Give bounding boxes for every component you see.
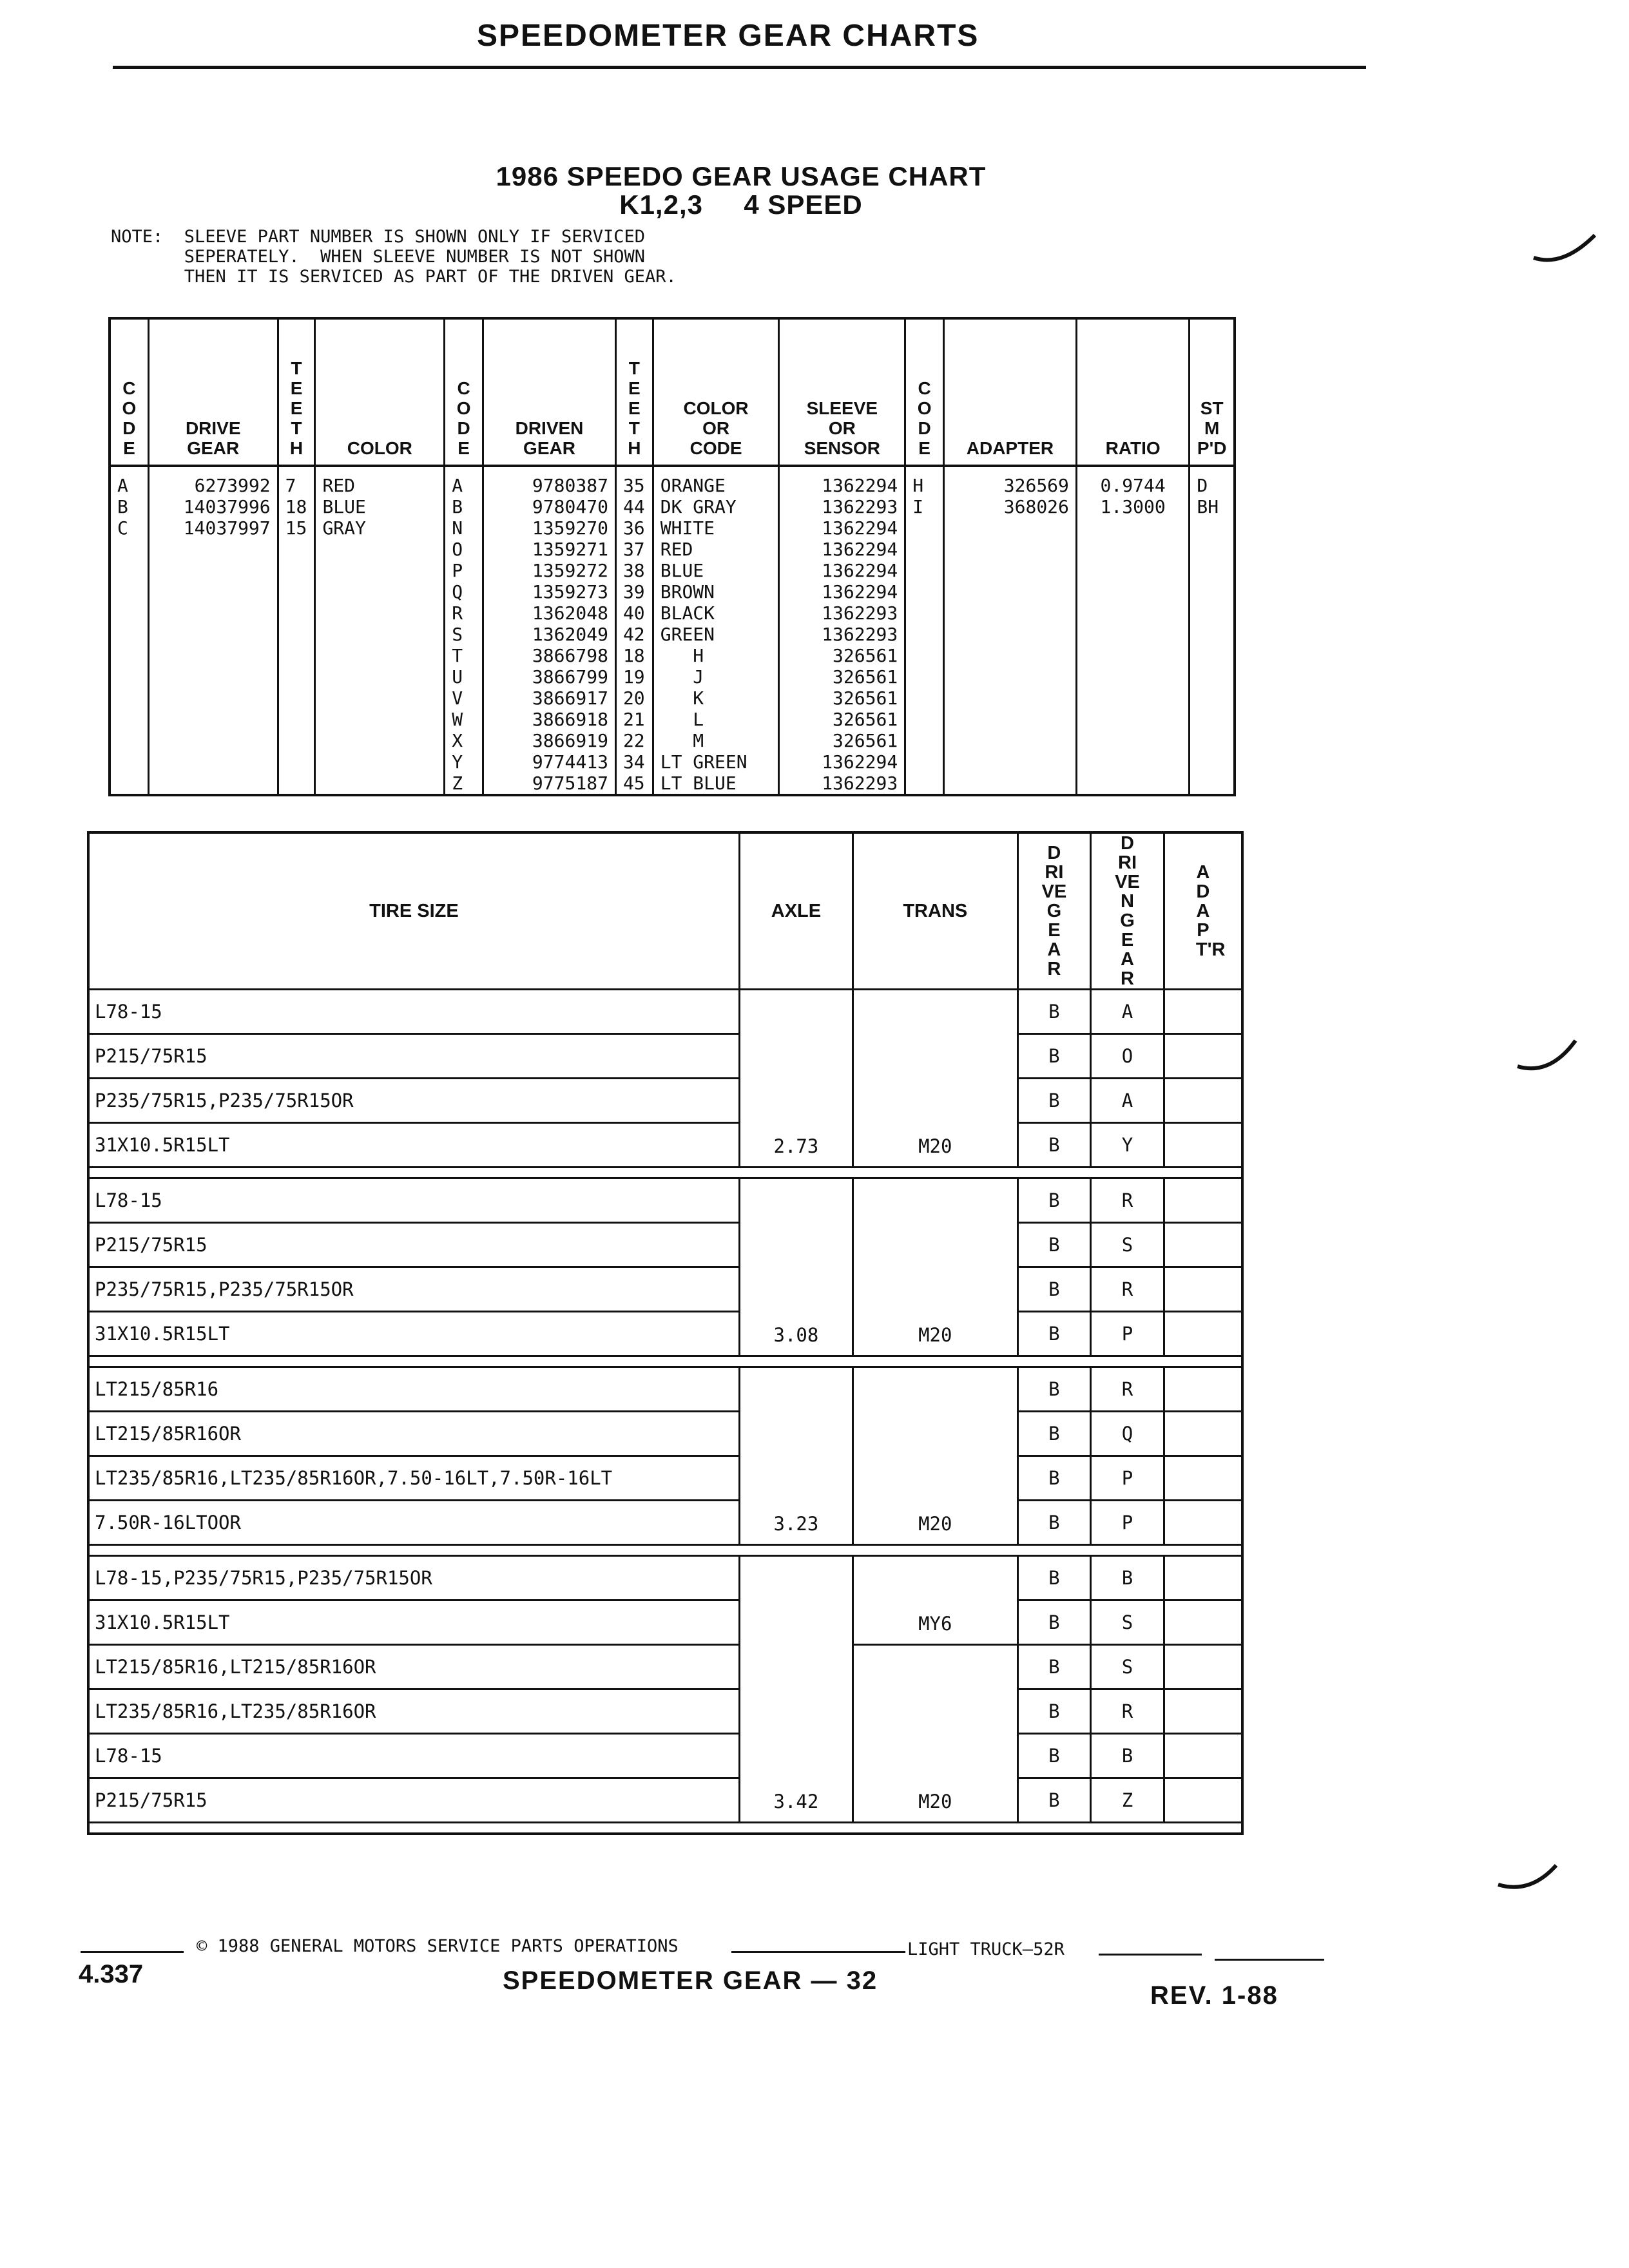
tire-size-cell: 31X10.5R15LT [88, 1123, 739, 1168]
driven-gear-cell: O [1091, 1034, 1164, 1079]
header-driven-gear [1091, 832, 1164, 990]
tire-size-cell: LT215/85R16,LT215/85R16OR [88, 1645, 739, 1689]
table-row [88, 1456, 1242, 1501]
tire-size-cell: L78-15 [88, 1734, 739, 1778]
drive-gear-cell: B [1017, 1123, 1091, 1168]
table-row [88, 1600, 1242, 1645]
adapter-cell [1164, 1079, 1242, 1123]
table-row [88, 1034, 1242, 1079]
drive-codes: A B C [110, 466, 148, 795]
chart-title-line2: K1,2,3 4 SPEED [619, 189, 863, 220]
adapter-numbers: 326569 368026 [944, 466, 1077, 795]
gear-table-body-row [110, 466, 1235, 795]
tire-size-cell: 31X10.5R15LT [88, 1600, 739, 1645]
driven-gear-cell: R [1091, 1178, 1164, 1223]
header-driven-gear: DRIVEN GEAR [483, 318, 616, 466]
trans-cell: M20 [853, 1367, 1018, 1545]
adapter-cell [1164, 1645, 1242, 1689]
tire-size-cell: P215/75R15 [88, 1778, 739, 1823]
footer-copyright: © 1988 GENERAL MOTORS SERVICE PARTS OPERATIONS [197, 1936, 679, 1956]
header-adapter [1164, 832, 1242, 990]
driven-gear-cell: Q [1091, 1412, 1164, 1456]
tire-size-cell: 31X10.5R15LT [88, 1312, 739, 1356]
header-drive-gear [1017, 832, 1091, 990]
driven-codes: A B N O P Q R S T U V W X Y Z [445, 466, 483, 795]
adapter-cell [1164, 1689, 1242, 1734]
axle-cell: 2.73 [739, 990, 853, 1168]
header-teeth: TEETH [278, 318, 315, 466]
driven-gear-cell: A [1091, 1079, 1164, 1123]
note-text: NOTE: SLEEVE PART NUMBER IS SHOWN ONLY IF SERVICED SEPERATELY. WHEN SLEEVE NUMBER IS NOT SHOWN THEN IT IS SERVICED AS PART OF THE DRIVEN GEAR. [111, 227, 677, 287]
header-teeth: TEETH [615, 318, 653, 466]
driven-gear-cell: P [1091, 1312, 1164, 1356]
tire-size-cell: LT235/85R16,LT235/85R16OR,7.50-16LT,7.50R-16LT [88, 1456, 739, 1501]
driven-gear-numbers: 9780387 9780470 1359270 1359271 1359272 1359273 1362048 1362049 3866798 3866799 3866917 3866918 3866919 9774413 9775187 [483, 466, 616, 795]
header-drive-gear-label: DRIVE GEAR [1041, 843, 1067, 979]
table-row [88, 1312, 1242, 1356]
page-title: SPEEDOMETER GEAR CHARTS [477, 19, 979, 53]
drive-gear-cell: B [1017, 1734, 1091, 1778]
driven-gear-cell: P [1091, 1501, 1164, 1545]
table-row [88, 1412, 1242, 1456]
group-separator [88, 1356, 1242, 1367]
separator-cell [88, 1545, 1242, 1556]
drive-gear-cell: B [1017, 1600, 1091, 1645]
header-adapter-label: ADAPT'R [1195, 862, 1226, 960]
tire-size-cell: L78-15 [88, 1178, 739, 1223]
adapter-cell [1164, 1734, 1242, 1778]
drive-gear-cell: B [1017, 1223, 1091, 1267]
table-row [88, 1689, 1242, 1734]
drive-gear-cell: B [1017, 1267, 1091, 1312]
tire-size-cell: P215/75R15 [88, 1223, 739, 1267]
footer-title: SPEEDOMETER GEAR — 32 [503, 1966, 878, 1995]
driven-gear-cell: R [1091, 1267, 1164, 1312]
header-tire-size: TIRE SIZE [88, 832, 739, 990]
driven-gear-cell: R [1091, 1689, 1164, 1734]
table-row [88, 1734, 1242, 1778]
table-row [88, 1778, 1242, 1823]
header-code: CODE [110, 318, 148, 466]
header-rule [113, 66, 1366, 69]
driven-gear-cell: S [1091, 1223, 1164, 1267]
adapter-cell [1164, 1223, 1242, 1267]
gear-usage-table [108, 317, 1236, 796]
trans-cell: M20 [853, 990, 1018, 1168]
footer-rule [81, 1951, 184, 1953]
check-mark-icon [1530, 232, 1601, 271]
chart-title-line1: 1986 SPEEDO GEAR USAGE CHART [496, 161, 987, 191]
header-drive-gear: DRIVE GEAR [148, 318, 278, 466]
drive-gear-cell: B [1017, 1367, 1091, 1412]
separator-cell [88, 1823, 1242, 1834]
header-driven-gear-label: DRIVEN GEAR [1115, 833, 1140, 989]
table-row [88, 1501, 1242, 1545]
driven-gear-cell: P [1091, 1456, 1164, 1501]
adapter-cell [1164, 1600, 1242, 1645]
drive-gear-cell: B [1017, 1501, 1091, 1545]
table-row [88, 1178, 1242, 1223]
driven-gear-cell: S [1091, 1645, 1164, 1689]
driven-colors: ORANGE DK GRAY WHITE RED BLUE BROWN BLACK GREEN H J K L M LT GREEN LT BLUE [653, 466, 779, 795]
tire-table-header-row [88, 832, 1242, 990]
footer-rule [1215, 1959, 1324, 1961]
drive-gear-cell: B [1017, 1645, 1091, 1689]
tire-size-cell: P215/75R15 [88, 1034, 739, 1079]
drive-gear-cell: B [1017, 1778, 1091, 1823]
driven-gear-cell: R [1091, 1367, 1164, 1412]
page-number: 4.337 [79, 1960, 144, 1988]
tire-size-table [87, 831, 1244, 1835]
drive-gear-cell: B [1017, 1034, 1091, 1079]
adapter-cell [1164, 1267, 1242, 1312]
drive-teeth: 7 18 15 [278, 466, 315, 795]
group-separator [88, 1545, 1242, 1556]
table-row [88, 990, 1242, 1034]
adapter-cell [1164, 1412, 1242, 1456]
adapter-cell [1164, 1123, 1242, 1168]
trans-cell: MY6 [853, 1556, 1018, 1645]
footer-rule [731, 1951, 905, 1953]
footer-rule [1099, 1954, 1202, 1956]
header-color: COLOR [315, 318, 445, 466]
separator-cell [88, 1356, 1242, 1367]
group-separator [88, 1168, 1242, 1178]
tire-size-cell: LT235/85R16,LT235/85R16OR [88, 1689, 739, 1734]
tire-size-cell: L78-15 [88, 990, 739, 1034]
sleeve-numbers: 1362294 1362293 1362294 1362294 1362294 1362294 1362293 1362293 326561 326561 326561 326561 326561 1362294 1362293 [779, 466, 905, 795]
drive-gear-numbers: 6273992 14037996 14037997 [148, 466, 278, 795]
adapter-cell [1164, 1178, 1242, 1223]
drive-gear-cell: B [1017, 1178, 1091, 1223]
drive-gear-cell: B [1017, 1556, 1091, 1600]
table-row [88, 1123, 1242, 1168]
adapter-cell [1164, 1501, 1242, 1545]
table-row [88, 1367, 1242, 1412]
driven-gear-cell: A [1091, 990, 1164, 1034]
header-axle: AXLE [739, 832, 853, 990]
header-ratio: RATIO [1076, 318, 1189, 466]
table-row [88, 1267, 1242, 1312]
tire-size-cell: LT215/85R16 [88, 1367, 739, 1412]
axle-cell: 3.08 [739, 1178, 853, 1356]
stamped-values: D BH [1190, 466, 1235, 795]
driven-gear-cell: Y [1091, 1123, 1164, 1168]
tire-size-cell: L78-15,P235/75R15,P235/75R15OR [88, 1556, 739, 1600]
drive-gear-cell: B [1017, 990, 1091, 1034]
revision-label: REV. 1-88 [1150, 1981, 1278, 2010]
table-row [88, 1223, 1242, 1267]
chart-title [451, 162, 1031, 219]
header-sleeve-sensor: SLEEVE OR SENSOR [779, 318, 905, 466]
tire-size-cell: P235/75R15,P235/75R15OR [88, 1267, 739, 1312]
drive-gear-cell: B [1017, 1412, 1091, 1456]
drive-gear-cell: B [1017, 1689, 1091, 1734]
adapter-cell [1164, 1456, 1242, 1501]
drive-gear-cell: B [1017, 1079, 1091, 1123]
table-row [88, 1556, 1242, 1600]
header-stamped: STMP'D [1190, 318, 1235, 466]
header-adapter: ADAPTER [944, 318, 1077, 466]
driven-gear-cell: Z [1091, 1778, 1164, 1823]
adapter-cell [1164, 1778, 1242, 1823]
header-code: CODE [445, 318, 483, 466]
tire-size-cell: LT215/85R16OR [88, 1412, 739, 1456]
drive-gear-cell: B [1017, 1456, 1091, 1501]
driven-gear-cell: S [1091, 1600, 1164, 1645]
adapter-cell [1164, 1034, 1242, 1079]
ratio-values: 0.9744 1.3000 [1076, 466, 1189, 795]
tire-size-cell: 7.50R-16LTOOR [88, 1501, 739, 1545]
table-row [88, 1079, 1242, 1123]
adapter-cell [1164, 1367, 1242, 1412]
drive-gear-cell: B [1017, 1312, 1091, 1356]
check-mark-icon [1495, 1862, 1566, 1901]
separator-cell [88, 1168, 1242, 1178]
header-trans: TRANS [853, 832, 1018, 990]
driven-gear-cell: B [1091, 1556, 1164, 1600]
driven-teeth: 35 44 36 37 38 39 40 42 18 19 20 21 22 34 45 [615, 466, 653, 795]
driven-gear-cell: B [1091, 1734, 1164, 1778]
trans-cell: M20 [853, 1645, 1018, 1823]
axle-cell: 3.23 [739, 1367, 853, 1545]
adapter-codes: H I [905, 466, 944, 795]
check-mark-icon [1514, 1037, 1585, 1082]
header-color-code: COLOR OR CODE [653, 318, 779, 466]
footer-section: LIGHT TRUCK—52R [907, 1939, 1065, 1959]
adapter-cell [1164, 990, 1242, 1034]
header-code: CODE [905, 318, 944, 466]
axle-cell: 3.42 [739, 1556, 853, 1823]
table-row [88, 1645, 1242, 1689]
gear-table-header-row [110, 318, 1235, 466]
trans-cell: M20 [853, 1178, 1018, 1356]
adapter-cell [1164, 1312, 1242, 1356]
adapter-cell [1164, 1556, 1242, 1600]
drive-colors: RED BLUE GRAY [315, 466, 445, 795]
tire-size-cell: P235/75R15,P235/75R15OR [88, 1079, 739, 1123]
group-separator [88, 1823, 1242, 1834]
